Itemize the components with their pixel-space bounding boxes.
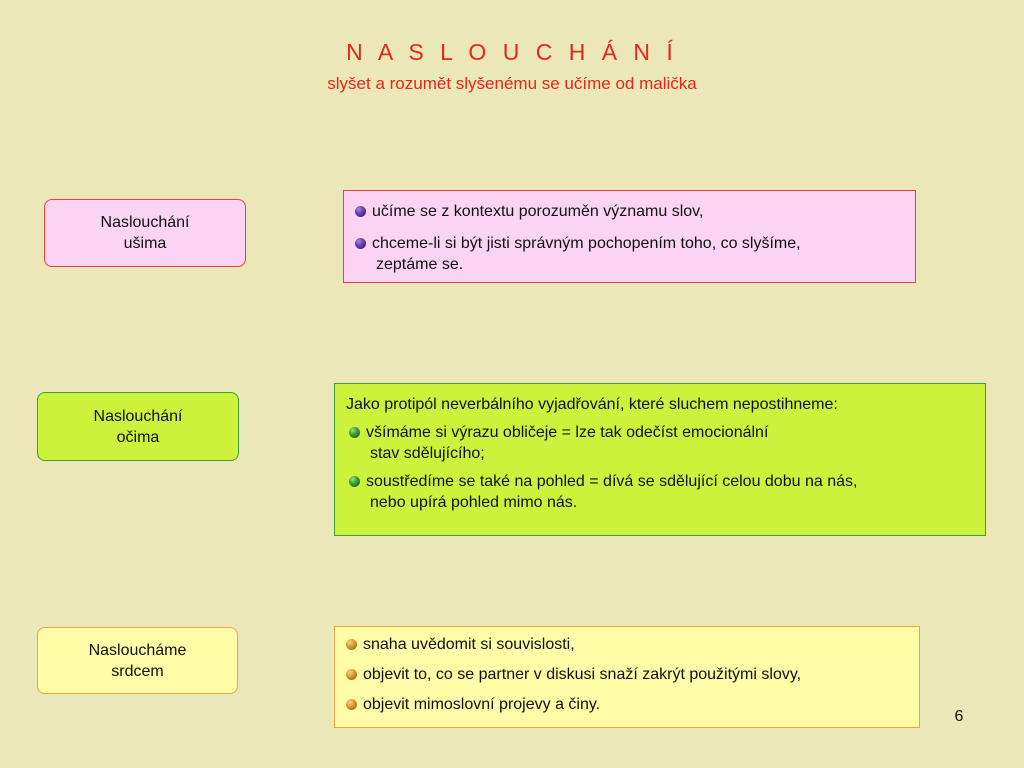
label-heart-line2: srdcem	[111, 662, 164, 680]
bullet-text-continuation: zeptáme se.	[376, 256, 464, 273]
eyes-bullet-item	[346, 422, 977, 464]
heart-content-box	[334, 626, 920, 728]
label-eyes-line1: Naslouchání	[93, 407, 183, 425]
label-eyes-line2: očima	[116, 428, 160, 446]
ears-content-box	[343, 190, 916, 283]
label-heart-line1: Nasloucháme	[88, 641, 187, 659]
label-ears-line1: Naslouchání	[100, 214, 190, 231]
bullet-text: učíme se z kontextu porozuměn významu slov,	[372, 203, 704, 220]
bullet-text: chceme-li si být jisti správným pochopením toho, co slyšíme,	[372, 235, 801, 252]
bullet-text-continuation: stav sdělujícího;	[370, 445, 485, 462]
heart-bullet-item	[343, 664, 911, 685]
ears-bullet-item	[352, 201, 907, 222]
label-listening-eyes	[37, 392, 239, 461]
bullet-text: snaha uvědomit si souvislosti,	[363, 636, 575, 653]
page-number: 6	[954, 708, 964, 725]
bullet-text: objevit to, co se partner v diskusi snaží zakrýt použitými slovy,	[363, 666, 802, 683]
bullet-text: objevit mimoslovní projevy a činy.	[363, 696, 601, 713]
eyes-bullet-item	[346, 471, 977, 513]
green-sphere-icon	[349, 427, 360, 438]
eyes-content-box	[334, 383, 986, 536]
label-ears-line2: ušima	[123, 235, 167, 252]
bullet-text: soustředíme se také na pohled = dívá se sdělující celou dobu na nás,	[366, 473, 858, 490]
bullet-text: všímáme si výrazu obličeje = lze tak odečíst emocionální	[366, 424, 769, 441]
slide-subtitle: slyšet a rozumět slyšenému se učíme od malička	[327, 74, 697, 93]
purple-sphere-icon	[355, 206, 366, 217]
eyes-intro-text: Jako protipól neverbálního vyjadřování, které sluchem nepostihneme:	[346, 396, 838, 413]
heart-bullet-item	[343, 694, 911, 715]
label-listening-ears	[44, 199, 246, 267]
purple-sphere-icon	[355, 238, 366, 249]
ears-bullet-item	[352, 233, 907, 275]
orange-sphere-icon	[346, 639, 357, 650]
orange-sphere-icon	[346, 669, 357, 680]
orange-sphere-icon	[346, 699, 357, 710]
heart-bullet-item	[343, 634, 911, 655]
label-listening-heart	[37, 627, 238, 694]
bullet-text-continuation: nebo upírá pohled mimo nás.	[370, 494, 578, 511]
slide-title: N A S L O U C H Á N Í	[346, 39, 678, 65]
green-sphere-icon	[349, 476, 360, 487]
